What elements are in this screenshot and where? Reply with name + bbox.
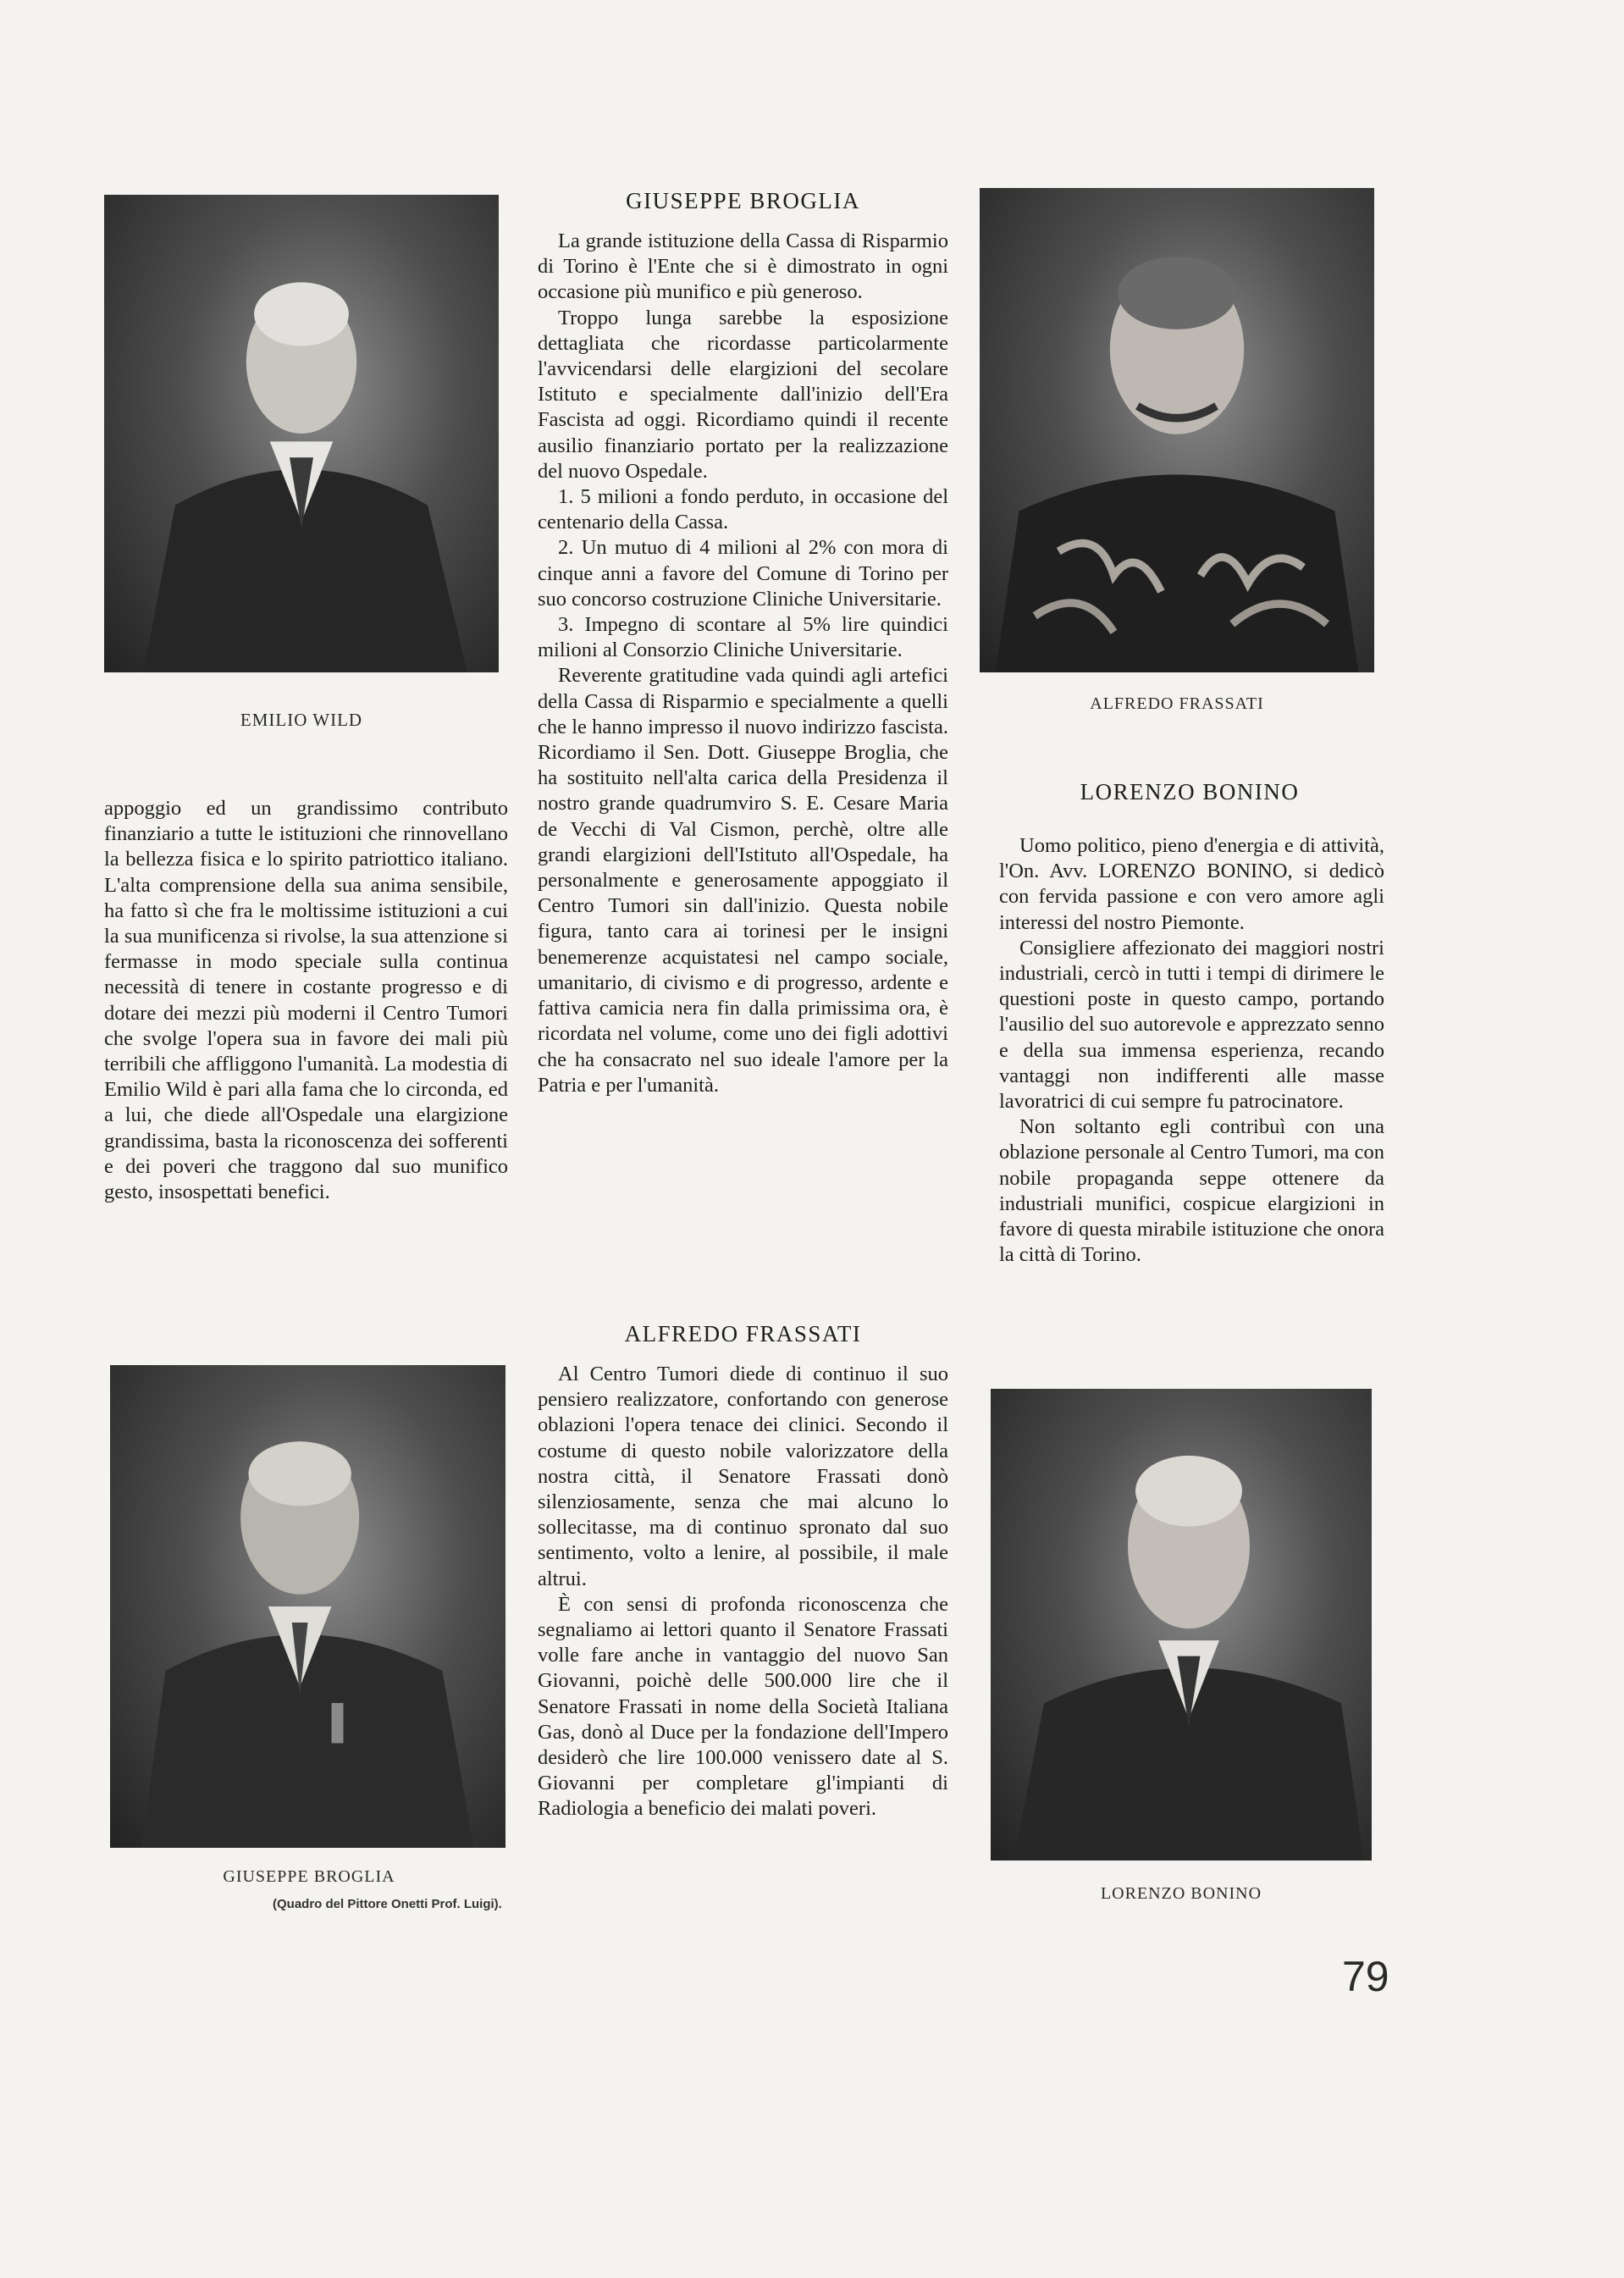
paragraph: È con sensi di profonda riconoscenza che segnaliamo ai lettori quanto il Senatore Frassati volle fare anche in vantaggio del nuovo San Giovanni, poichè delle 500.000 lire che il Senatore Frassati in nome della Società Italiana Gas, donò al Duce per la fondazione dell'Impero desiderò che lire 100.000 venissero date al S. Giovanni per completare gl'impianti di Radiologia a beneficio dei malati poveri. [538, 1592, 948, 1821]
text-alfredo-frassati [538, 1362, 948, 1822]
caption-alfredo-frassati: ALFREDO FRASSATI [1090, 694, 1264, 713]
paragraph: Uomo politico, pieno d'energia e di attività, l'On. Avv. LORENZO BONINO, si dedicò con fervida passione e con vero amore agli interessi del nostro Piemonte. [999, 834, 1384, 934]
paragraph: appoggio ed un grandissimo contributo finanziario a tutte le istituzioni che rinnovellano la bellezza fisica e lo spirito patriottico italiano. L'alta comprensione della sua anima sensibile, ha fatto sì che fra le moltissime istituzioni a cui la sua munificenza si rivolse, la sua attenzione si fermasse in modo speciale sulla continua necessità di tenere in costante progresso e di dotare dei mezzi più moderni il Centro Tumori che svolge l'opera sua in favore dei mali più terribili che affliggono l'umanità. La modestia di Emilio Wild è pari alla fama che lo circonda, ed a lui, che diede all'Ospedale una elargizione grandissima, basta la riconoscenza dei sofferenti e dei poveri che traggono dal suo munifico gesto, insospettati benefici. [104, 797, 508, 1204]
paragraph: Non soltanto egli contribuì con una oblazione personale al Centro Tumori, ma con nobile propaganda seppe ottenere da industriali munifici, cospicue elargizioni in favore di questa mirabile istituzione che onora la città di Torino. [999, 1115, 1384, 1267]
paragraph: Reverente gratitudine vada quindi agli artefici della Cassa di Risparmio e specialmente a quelli che le hanno impresso il nuovo indirizzo fascista. Ricordiamo il Sen. Dott. Giuseppe Broglia, che ha sostituito nell'alta carica della Presidenza il nostro grande quadrumviro S. E. Cesare Maria de Vecchi di Val Cismon, perchè, oltre alle grandi elargizioni dell'Istituto all'Ospedale, ha personalmente e generosamente appoggiato il Centro Tumori sin dall'inizio. Questa nobile figura, tanto cara ai torinesi per le insigni benemerenze acquistatesi nel campo sociale, umanitario, di civismo e di progresso, ardente e fattiva camicia nera fin dalla primissima ora, è ricordata nel volume, come uno dei figli adottivi che ha consacrato nel suo ideale l'amore per la Patria e per l'umanità. [538, 664, 948, 1097]
paragraph: Al Centro Tumori diede di continuo il suo pensiero realizzatore, confortando con generose oblazioni l'opera tenace dei clinici. Secondo il costume di questo nobile valorizzatore della nostra città, il Senatore Frassati donò silenziosamente, senza che mai alcuno lo sollecitasse, ma di continuo spronato dal suo sentimento, volto a lenire, al possibile, il male altrui. [538, 1363, 948, 1590]
portrait-alfredo-frassati [980, 188, 1374, 672]
portrait-giuseppe-broglia-painting [110, 1365, 505, 1848]
text-emilio-wild [104, 796, 508, 1205]
paragraph: La grande istituzione della Cassa di Risparmio di Torino è l'Ente che si è dimostrato in ogni occasione più munifico e più generoso. [538, 229, 948, 304]
portrait-emilio-wild [104, 195, 499, 672]
paragraph: Troppo lunga sarebbe la esposizione dettagliata che ricordasse particolarmente l'avvicendarsi delle elargizioni del secolare Istituto e specialmente dall'inizio dell'Era Fascista ad oggi. Ricordiamo quindi il recente ausilio finanziario portato per la realizzazione del nuovo Ospedale. [538, 306, 948, 483]
caption-painting-credit: (Quadro del Pittore Onetti Prof. Luigi). [273, 1897, 502, 1911]
heading-giuseppe-broglia: GIUSEPPE BROGLIA [626, 188, 860, 213]
list-item: 2. Un mutuo di 4 milioni al 2% con mora di cinque anni a favore del Comune di Torino per suo concorso costruzione Cliniche Universitarie. [538, 536, 948, 611]
caption-giuseppe-broglia: GIUSEPPE BROGLIA [223, 1867, 395, 1886]
heading-alfredo-frassati: ALFREDO FRASSATI [624, 1321, 862, 1346]
caption-emilio-wild: EMILIO WILD [240, 710, 363, 730]
text-lorenzo-bonino [999, 833, 1384, 1268]
portrait-lorenzo-bonino [991, 1389, 1372, 1861]
list-item: 3. Impegno di scontare al 5% lire quindici milioni al Consorzio Cliniche Universitarie. [538, 613, 948, 662]
caption-lorenzo-bonino: LORENZO BONINO [1100, 1884, 1262, 1903]
text-giuseppe-broglia [538, 229, 948, 1098]
paragraph: Consigliere affezionato dei maggiori nostri industriali, cercò in tutti i tempi di dirimere le questioni poste in questo campo, portando l'ausilio del suo autorevole e apprezzato senno e della sua immensa esperienza, recando vantaggi non indifferenti alle masse lavoratrici di cui sempre fu patrocinatore. [999, 936, 1384, 1114]
list-item: 1. 5 milioni a fondo perduto, in occasione del centenario della Cassa. [538, 485, 948, 534]
page-number: 79 [1342, 1953, 1389, 2000]
heading-lorenzo-bonino: LORENZO BONINO [1080, 779, 1300, 804]
